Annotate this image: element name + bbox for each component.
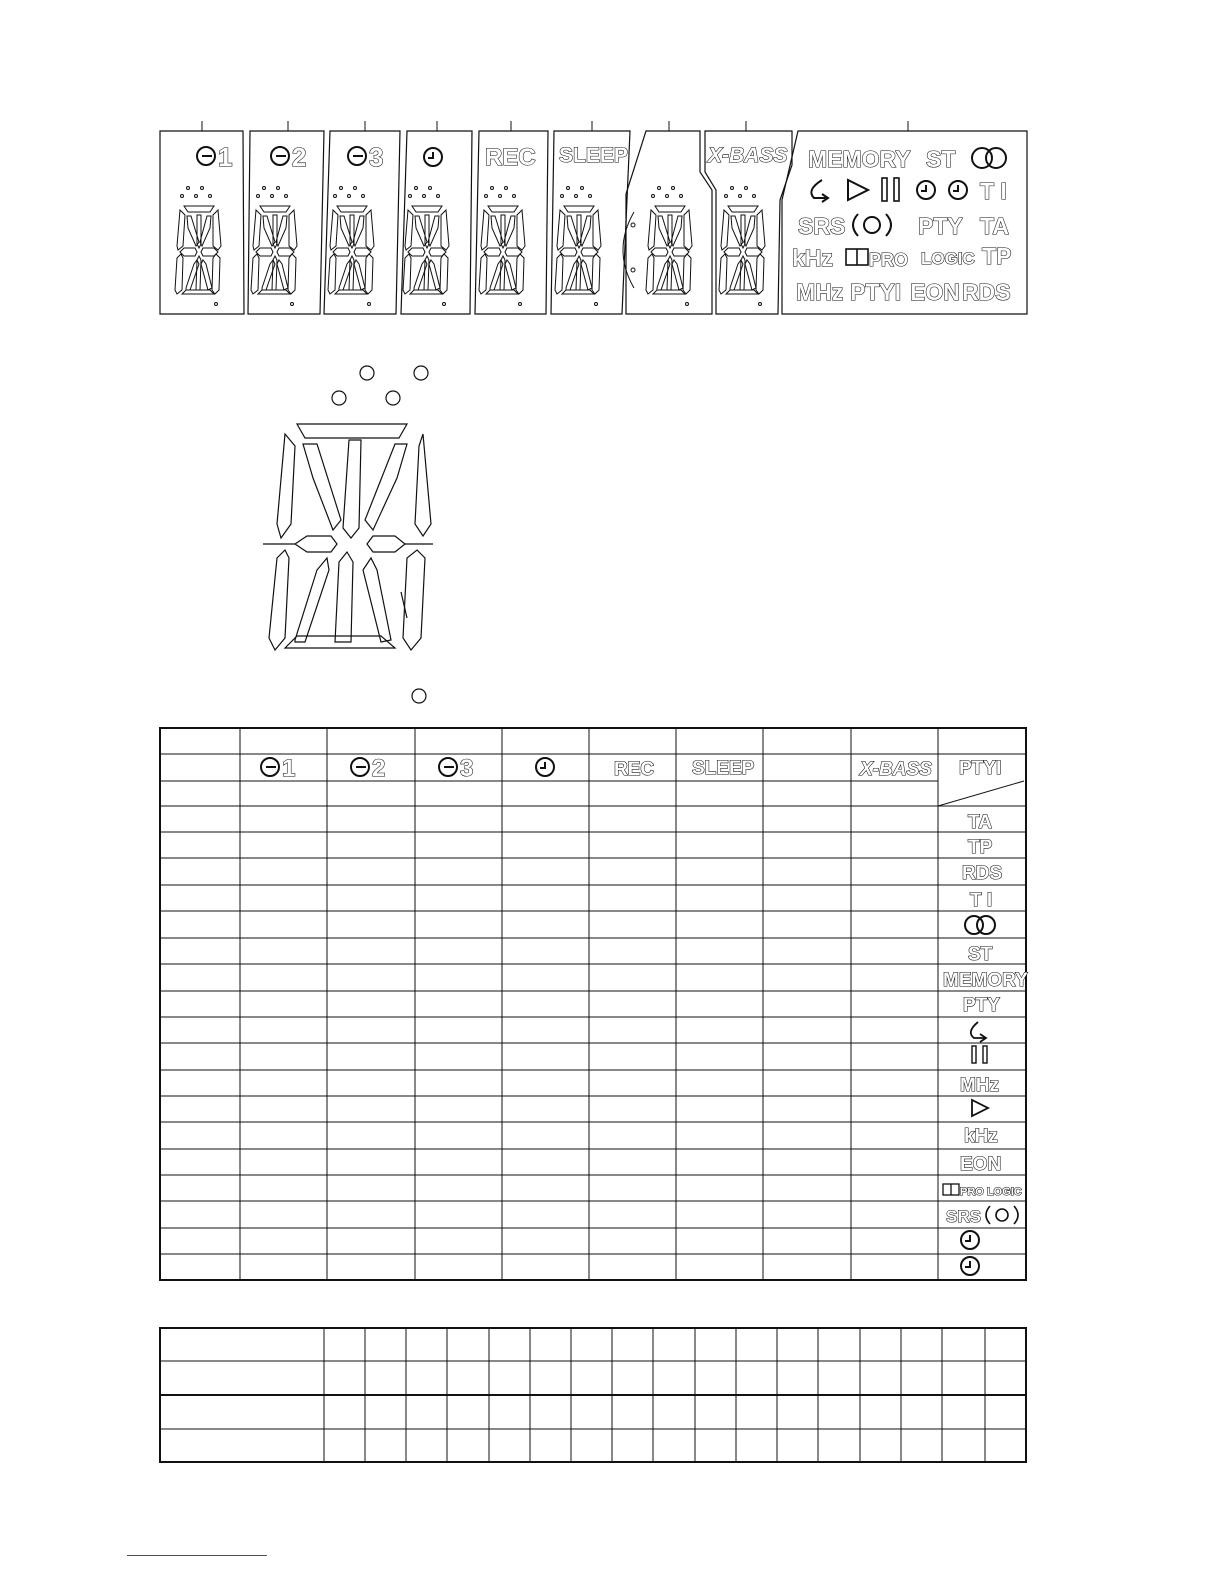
digit-5 [479,187,525,306]
svg-text:1: 1 [218,142,233,172]
digit-3 [328,187,374,306]
svg-text:2: 2 [372,755,386,782]
digit-4 [403,187,449,306]
play-icon [848,180,868,200]
lcd-display-panel [0,0,1224,330]
footer-link-line [127,1555,267,1556]
svg-text:1: 1 [282,755,296,782]
pro-indicator: PRO [869,250,909,270]
svg-text:3: 3 [460,755,474,782]
row-rds: RDS [962,863,1003,884]
digit-1 [175,187,221,306]
row-pause-icon [972,1046,987,1063]
row-pty: PTY [963,995,1000,1016]
row-memory: MEMORY [943,970,1028,991]
digit-8 [719,187,765,306]
row-srs: SRS [946,1207,981,1226]
clock-icon [949,181,967,199]
clock-icon [917,181,935,199]
row-stereo-icon [965,916,995,934]
logic-indicator: LOGIC [921,249,975,268]
header-clock-icon [536,758,554,776]
header-xbass: X-BASS [860,759,932,780]
memory-indicator: MEMORY [808,146,911,172]
clock-icon [424,148,442,166]
row-eon: EON [960,1154,1002,1175]
digit-2 [251,187,297,306]
header-rec: REC [614,759,655,780]
tp-indicator: TP [982,243,1012,269]
header-g3 [439,755,473,782]
digit-6 [555,187,601,306]
header-g2 [351,755,385,782]
row-repeat-icon [971,1022,986,1042]
enlarged-segment-diagram [255,358,515,708]
row-ti: T I [970,890,993,911]
row-tp: TP [968,837,993,858]
rds-indicator: RDS [962,279,1011,305]
svg-text:2: 2 [292,142,307,172]
pty-indicator: PTY [918,213,963,239]
eon-indicator: EON [910,279,960,305]
panel-clock [401,131,472,314]
g3-indicator [348,142,383,172]
row-dolby-icon [943,1184,959,1195]
repeat-icon [811,180,828,202]
g1-indicator [197,142,232,172]
row-khz: kHz [964,1126,998,1147]
pause-icon [882,178,899,201]
header-ptyi: PTYI [959,758,1002,779]
row-ta: TA [968,812,992,833]
rec-indicator: REC [485,144,536,171]
st-indicator: ST [926,146,956,172]
row-clock-icon [961,1257,979,1275]
sleep-indicator: SLEEP [559,144,628,167]
row-play-icon [972,1100,988,1116]
bottom-grid-table [0,1320,1224,1470]
header-g1 [261,755,295,782]
xbass-indicator: X-BASS [708,144,788,167]
srs-indicator: SRS [798,213,846,239]
ta-indicator: TA [980,213,1009,239]
dolby-icon [846,249,868,265]
srs-icon [853,214,891,236]
header-sleep: SLEEP [692,758,755,779]
row-clock-icon [961,1231,979,1249]
stereo-icon [972,148,1006,168]
ti-indicator: T I [980,178,1007,204]
row-prologic: PRO LOGIC [960,1186,1022,1198]
segment-table [0,720,1224,1290]
ptyi-indicator: PTYI [850,279,902,305]
panel-blank [626,131,712,314]
khz-indicator: kHz [792,245,833,271]
mhz-indicator: MHz [796,279,844,305]
svg-text:3: 3 [369,142,384,172]
row-mhz: MHz [960,1075,1000,1096]
row-st: ST [968,944,993,965]
digit-7 [646,187,692,306]
g2-indicator [271,142,306,172]
row-srs-icon [986,1206,1018,1224]
leader-ticks [202,121,908,131]
